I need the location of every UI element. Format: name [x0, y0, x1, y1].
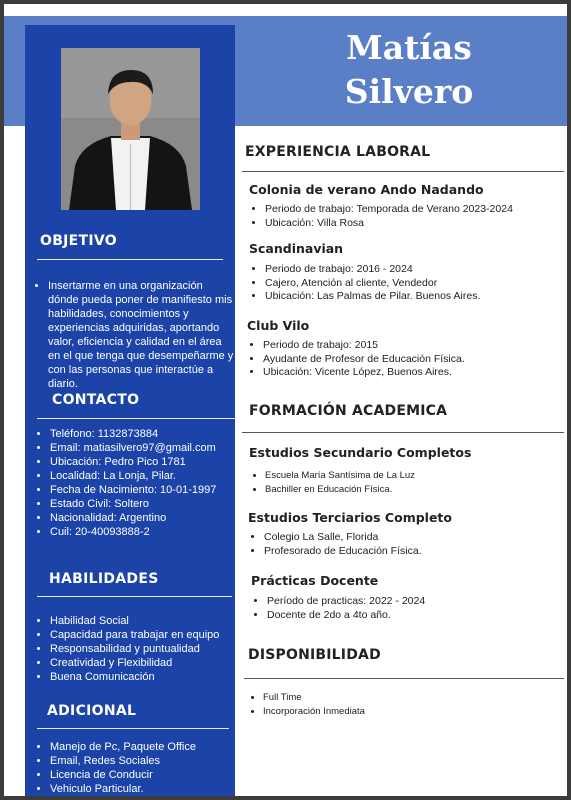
- disponibilidad-list: [247, 691, 567, 718]
- contacto-list: [36, 427, 240, 539]
- list-item: • Docente de 2do a 4to año.: [267, 609, 567, 623]
- objetivo-divider: [37, 259, 223, 260]
- disponibilidad-title: DISPONIBILIDAD: [248, 647, 381, 663]
- job-title: Colonia de verano Ando Nadando: [249, 182, 484, 197]
- list-item: • Estado Civil: Soltero: [50, 497, 240, 511]
- objetivo-title: OBJETIVO: [40, 233, 117, 249]
- contacto-title: CONTACTO: [52, 392, 140, 408]
- experiencia-title: EXPERIENCIA LABORAL: [245, 144, 431, 160]
- job-details: [247, 339, 567, 380]
- education-title: Prácticas Docente: [251, 573, 379, 588]
- last-name: Silvero: [344, 72, 474, 111]
- first-name: Matías: [346, 28, 472, 67]
- list-item: • Email, Redes Sociales: [50, 754, 240, 768]
- list-item: • Manejo de Pc, Paquete Office: [50, 740, 240, 754]
- list-item: • Vehiculo Particular.: [50, 782, 240, 796]
- list-item: • Bachiller en Educación Física.: [265, 483, 567, 497]
- list-item: • Periodo de trabajo: 2015: [263, 339, 567, 353]
- adicional-divider: [37, 728, 229, 729]
- education-title: Estudios Secundario Completos: [249, 445, 472, 460]
- list-item: • Escuela María Santísima de La Luz: [265, 469, 567, 483]
- list-item: • Colegio La Salle, Florida: [264, 531, 567, 545]
- person-photo-illustration: [61, 48, 200, 210]
- list-item: • Periodo de trabajo: 2016 - 2024: [265, 263, 567, 277]
- candidate-name: [294, 26, 524, 114]
- list-item: • Habilidad Social: [50, 614, 240, 628]
- education-details: [248, 531, 567, 558]
- education-details: [249, 469, 567, 496]
- sidebar: [25, 25, 235, 796]
- list-item: • Nacionalidad: Argentino: [50, 511, 240, 525]
- list-item: • Insertarme en una organización dónde pueda poner de manifiesto mis habilidades, conocimientos y experiencias adquiridas, aportando valor, eficiencia y calidad en el área en el que tenga que desempeñarme y con las personas que interactúe a diario.: [48, 279, 236, 391]
- list-item: • Incorporación Inmediata: [263, 705, 567, 719]
- education-title: Estudios Terciarios Completo: [248, 510, 452, 525]
- education-details: [251, 595, 567, 622]
- list-item: • Profesorado de Educación Física.: [264, 545, 567, 559]
- profile-photo: [61, 48, 200, 210]
- job-details: [249, 263, 567, 304]
- disponibilidad-divider: [244, 678, 564, 679]
- list-item: • Email: matiasilvero97@gmail.com: [50, 441, 240, 455]
- experiencia-divider: [242, 171, 564, 172]
- job-title: Scandinavian: [249, 241, 344, 256]
- list-item: • Ubicación: Villa Rosa: [265, 217, 567, 231]
- list-item: • Ubicación: Vicente López, Buenos Aires.: [263, 366, 567, 380]
- list-item: • Fecha de Nacimiento: 10-01-1997: [50, 483, 240, 497]
- habilidades-list: [36, 614, 240, 684]
- habilidades-divider: [37, 596, 232, 597]
- list-item: • Localidad: La Lonja, Pilar.: [50, 469, 240, 483]
- contacto-divider: [37, 418, 235, 419]
- list-item: • Periodo de trabajo: Temporada de Verano 2023-2024: [265, 203, 567, 217]
- list-item: • Licencia de Conducir: [50, 768, 240, 782]
- list-item: • Creatividad y Flexibilidad: [50, 656, 240, 670]
- adicional-list: [36, 740, 240, 796]
- list-item: • Cajero, Atención al cliente, Vendedor: [265, 277, 567, 291]
- list-item: • Full Time: [263, 691, 567, 705]
- list-item: • Ubicación: Pedro Pico 1781: [50, 455, 240, 469]
- formacion-title: FORMACIÓN ACADEMICA: [249, 403, 448, 419]
- job-details: [249, 203, 567, 230]
- job-title: Club Vilo: [247, 318, 310, 333]
- list-item: • Buena Comunicación: [50, 670, 240, 684]
- resume-page: [4, 4, 567, 796]
- formacion-divider: [242, 432, 564, 433]
- list-item: • Período de practicas: 2022 - 2024: [267, 595, 567, 609]
- adicional-title: ADICIONAL: [47, 703, 137, 719]
- list-item: • Capacidad para trabajar en equipo: [50, 628, 240, 642]
- habilidades-title: HABILIDADES: [49, 571, 159, 587]
- list-item: • Ayudante de Profesor de Educación Física.: [263, 353, 567, 367]
- list-item: • Teléfono: 1132873884: [50, 427, 240, 441]
- list-item: • Responsabilidad y puntualidad: [50, 642, 240, 656]
- objetivo-list: [34, 279, 236, 391]
- list-item: • Cuil: 20-40093888-2: [50, 525, 240, 539]
- list-item: • Ubicación: Las Palmas de Pilar. Buenos Aires.: [265, 290, 567, 304]
